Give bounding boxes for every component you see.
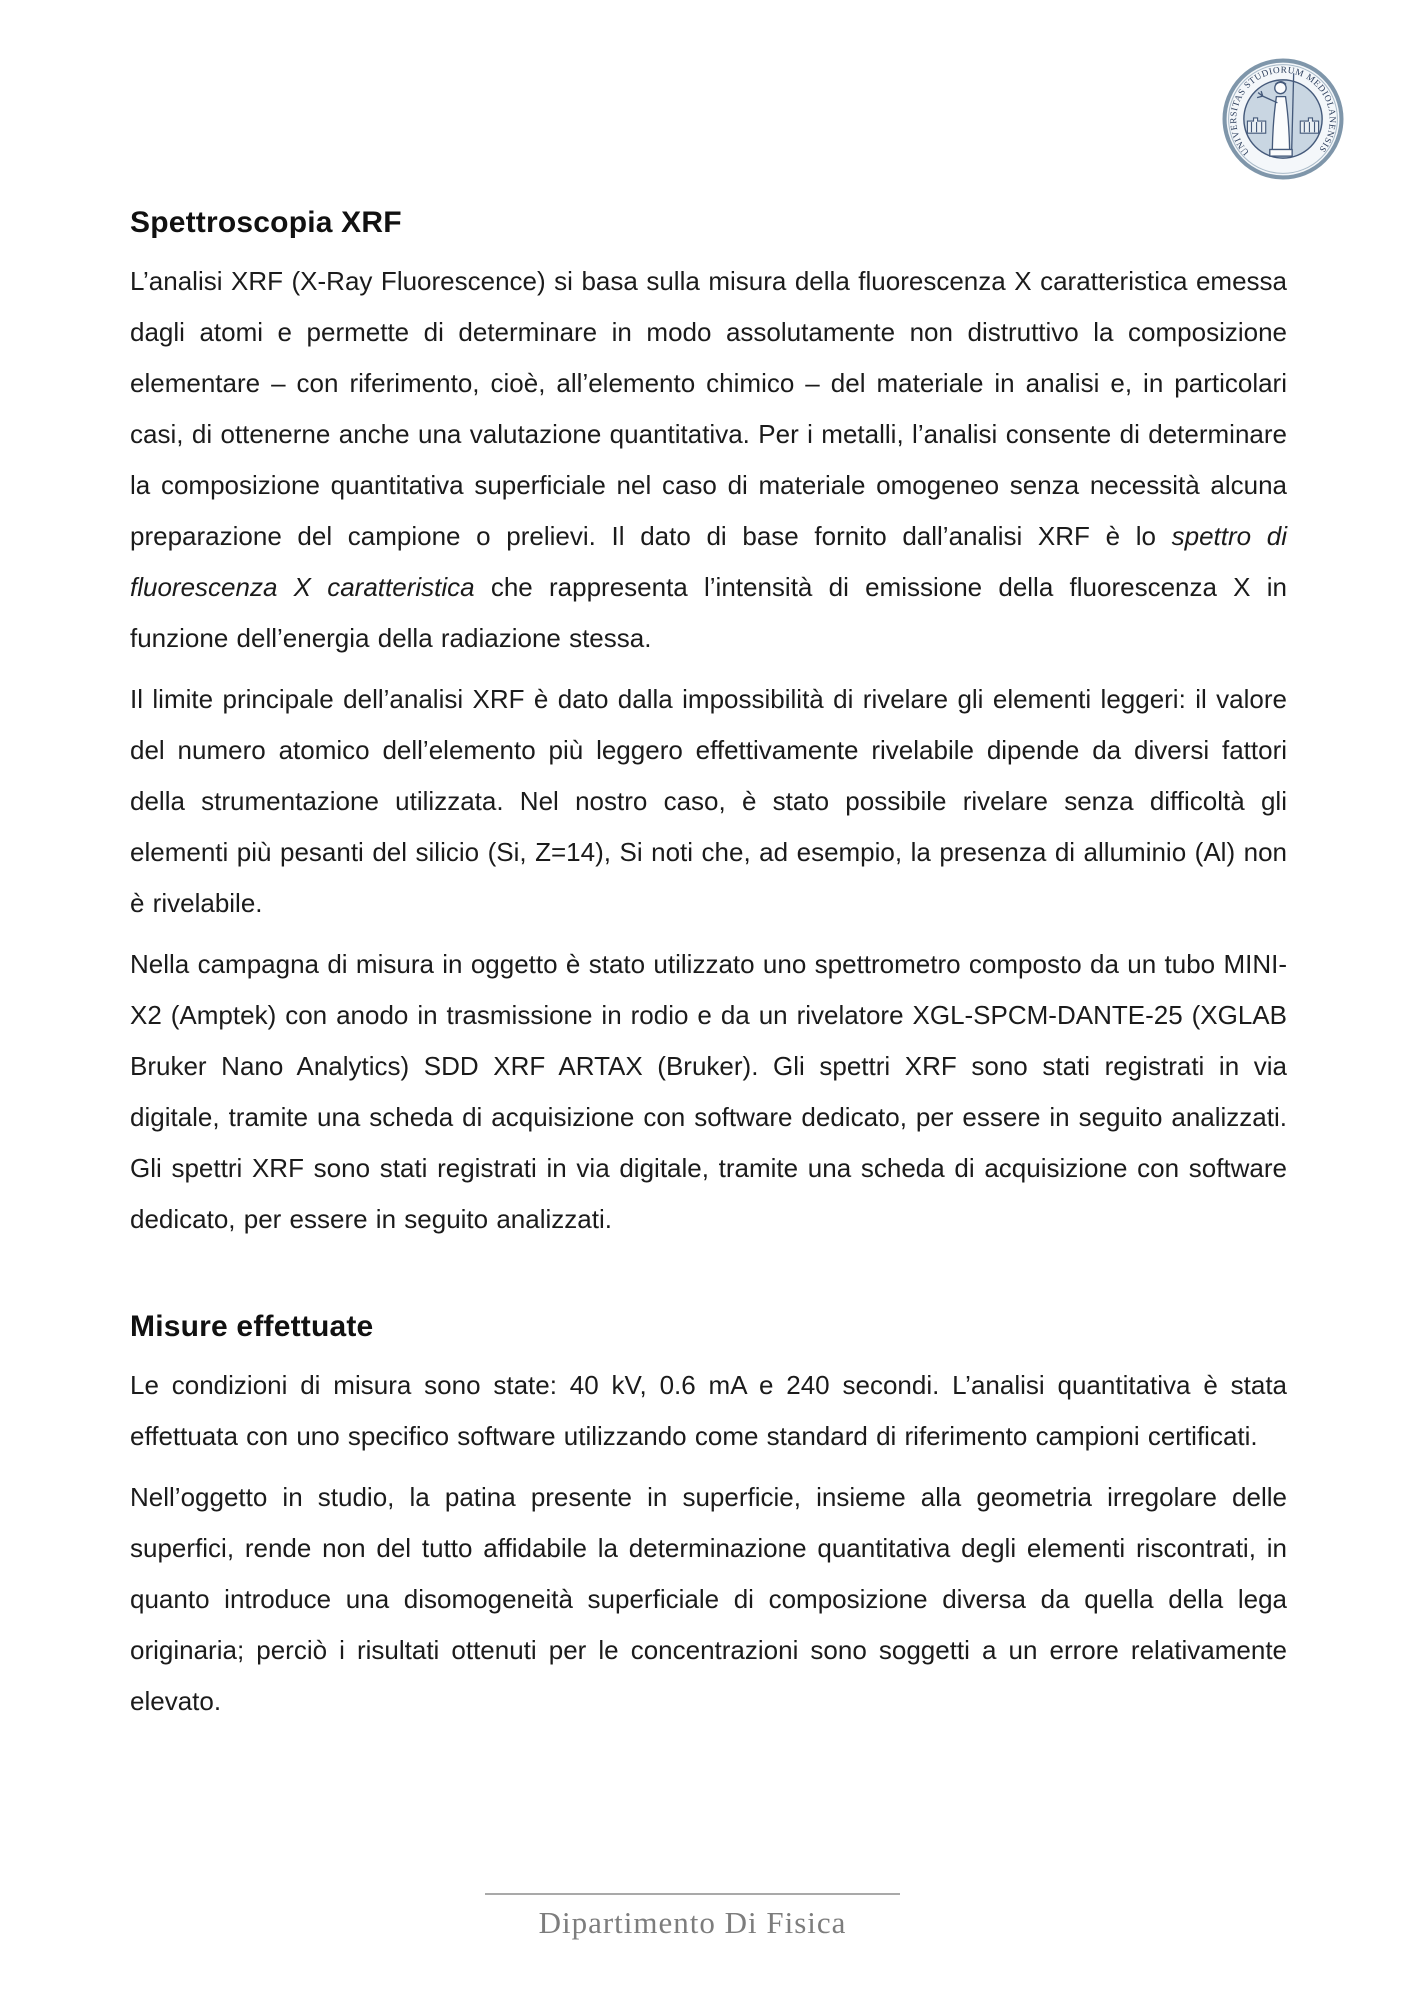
section-heading-spettroscopia-xrf: Spettroscopia XRF (130, 206, 402, 239)
document-content (130, 203, 1287, 1737)
paragraph-text-post: che rappresenta l’intensità di emissione della fluorescenza X in funzione dell’energia della radiazione stessa. (130, 572, 1287, 653)
paragraph-text-pre: L’analisi XRF (X-Ray Fluorescence) si basa sulla misura della fluorescenza X caratteristica emessa dagli atomi e permette di determinare in modo assolutamente non distruttivo la composizione elementare – con riferimento, cioè, all’elemento chimico – del materiale in analisi e, in particolari casi, di ottenerne anche una valutazione quantitativa. Per i metalli, l’analisi consente di determinare la composizione quantitativa superficiale nel caso di materiale omogeneo senza necessità alcuna preparazione del campione o prelievi. Il dato di base fornito dall’analisi XRF è lo (130, 266, 1287, 551)
seal-text: UNIVERSITAS STUDIORUM MEDIOLANENSIS (1228, 64, 1338, 158)
paragraph-misure-patina: Nell’oggetto in studio, la patina presente in superficie, insieme alla geometria irregolare delle superfici, rende non del tutto affidabile la determinazione quantitativa degli elementi riscontrati, in quanto introduce una disomogeneità superficiale di composizione diversa da quella della lega originaria; perciò i risultati ottenuti per le concentrazioni sono soggetti a un errore relativamente elevato. (130, 1482, 1287, 1716)
footer-department: Dipartimento Di Fisica (538, 1905, 847, 1940)
paragraph-misure-conditions: Le condizioni di misura sono state: 40 kV, 0.6 mA e 240 secondi. L’analisi quantitativa è stata effettuata con uno specifico software utilizzando come standard di riferimento campioni certificati. (130, 1370, 1287, 1451)
page-footer (0, 1893, 1413, 1941)
university-seal-logo (1222, 58, 1344, 180)
italic-phrase-spettro-fluorescenza: spettro di fluorescenza X caratteristica (130, 521, 1287, 602)
paragraph-xrf-instrumentation: Nella campagna di misura in oggetto è stato utilizzato uno spettrometro composto da un tubo MINI-X2 (Amptek) con anodo in trasmissione in rodio e da un rivelatore XGL-SPCM-DANTE-25 (XGLAB Bruker Nano Analytics) SDD XRF ARTAX (Bruker). Gli spettri XRF sono stati registrati in via digitale, tramite una scheda di acquisizione con software dedicato, per essere in seguito analizzati. Gli spettri XRF sono stati registrati in via digitale, tramite una scheda di acquisizione con software dedicato, per essere in seguito analizzati. (130, 949, 1287, 1234)
paragraph-xrf-limits: Il limite principale dell’analisi XRF è dato dalla impossibilità di rivelare gli elementi leggeri: il valore del numero atomico dell’elemento più leggero effettivamente rivelabile dipende da diversi fattori della strumentazione utilizzata. Nel nostro caso, è stato possibile rivelare senza difficoltà gli elementi più pesanti del silicio (Si, Z=14), Si noti che, ad esempio, la presenza di alluminio (Al) non è rivelabile. (130, 684, 1287, 918)
footer-divider (485, 1893, 900, 1895)
paragraph-xrf-intro (130, 256, 1287, 664)
university-seal-icon (1222, 58, 1344, 180)
section-heading-misure-effettuate: Misure effettuate (130, 1310, 374, 1343)
